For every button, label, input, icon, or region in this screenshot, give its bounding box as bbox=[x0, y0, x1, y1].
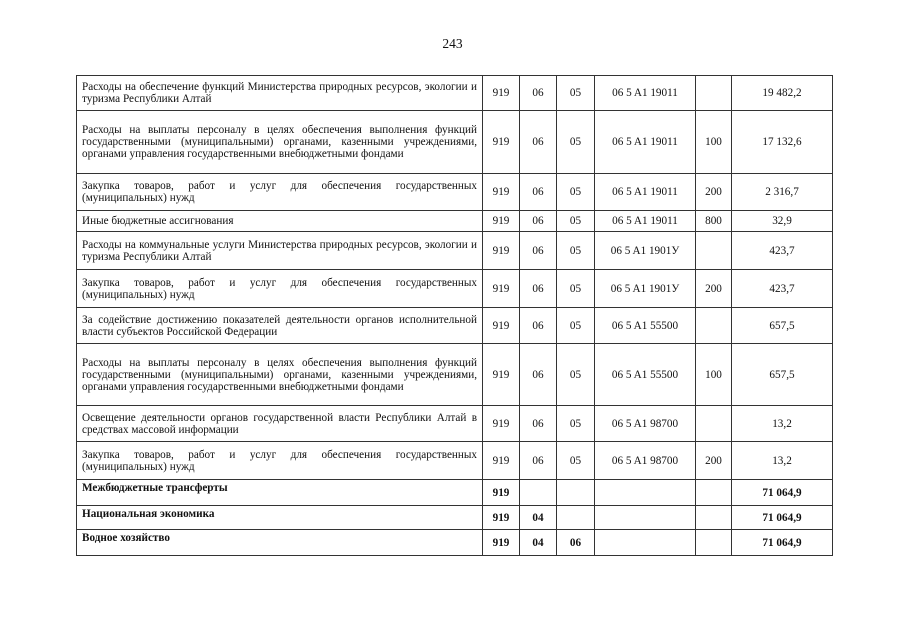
target-article-cell: 06 5 A1 98700 bbox=[595, 406, 696, 442]
section-code-cell: 06 bbox=[520, 308, 557, 344]
admin-code-cell: 919 bbox=[483, 530, 520, 556]
target-article-cell: 06 5 A1 1901У bbox=[595, 270, 696, 308]
section-code-cell: 06 bbox=[520, 232, 557, 270]
section-code-cell: 06 bbox=[520, 174, 557, 211]
table-row bbox=[77, 232, 833, 270]
expense-type-cell: 200 bbox=[696, 442, 732, 480]
admin-code-cell: 919 bbox=[483, 111, 520, 174]
amount-cell: 17 132,6 bbox=[732, 111, 833, 174]
target-article-cell: 06 5 A1 19011 bbox=[595, 211, 696, 232]
admin-code-cell: 919 bbox=[483, 308, 520, 344]
table-row bbox=[77, 530, 833, 556]
section-code-cell bbox=[520, 480, 557, 506]
amount-cell: 71 064,9 bbox=[732, 530, 833, 556]
expense-type-cell: 200 bbox=[696, 270, 732, 308]
expense-type-cell bbox=[696, 308, 732, 344]
expenditure-name-cell: Иные бюджетные ассигнования bbox=[77, 211, 483, 232]
admin-code-cell: 919 bbox=[483, 76, 520, 111]
table-row bbox=[77, 211, 833, 232]
admin-code-cell: 919 bbox=[483, 174, 520, 211]
expenditure-name-cell: Водное хозяйство bbox=[77, 530, 483, 556]
table-row bbox=[77, 308, 833, 344]
section-code-cell: 06 bbox=[520, 344, 557, 406]
expenditure-name-cell: Национальная экономика bbox=[77, 506, 483, 530]
section-code-cell: 04 bbox=[520, 530, 557, 556]
expenditure-name-cell: Закупка товаров, работ и услуг для обеспечения государственных (муниципальных) нужд bbox=[77, 270, 483, 308]
subsection-code-cell: 05 bbox=[557, 270, 595, 308]
amount-cell: 657,5 bbox=[732, 308, 833, 344]
subsection-code-cell: 05 bbox=[557, 111, 595, 174]
amount-cell: 657,5 bbox=[732, 344, 833, 406]
target-article-cell: 06 5 A1 19011 bbox=[595, 174, 696, 211]
table-row bbox=[77, 406, 833, 442]
section-code-cell: 06 bbox=[520, 111, 557, 174]
amount-cell: 32,9 bbox=[732, 211, 833, 232]
amount-cell: 19 482,2 bbox=[732, 76, 833, 111]
subsection-code-cell: 05 bbox=[557, 174, 595, 211]
subsection-code-cell: 05 bbox=[557, 211, 595, 232]
expenditure-name-cell: За содействие достижению показателей деятельности органов исполнительной власти субъектов Российской Федерации bbox=[77, 308, 483, 344]
section-code-cell: 06 bbox=[520, 76, 557, 111]
table-row bbox=[77, 442, 833, 480]
expenditure-name-cell: Закупка товаров, работ и услуг для обеспечения государственных (муниципальных) нужд bbox=[77, 442, 483, 480]
budget-table-body bbox=[77, 76, 833, 556]
amount-cell: 423,7 bbox=[732, 232, 833, 270]
expenditure-name-cell: Расходы на выплаты персоналу в целях обеспечения выполнения функций государственными (муниципальными) органами, казенными учреждениями, органами управления государственными внебюджетными фондами bbox=[77, 111, 483, 174]
subsection-code-cell bbox=[557, 506, 595, 530]
expense-type-cell: 100 bbox=[696, 344, 732, 406]
expense-type-cell: 100 bbox=[696, 111, 732, 174]
expense-type-cell: 800 bbox=[696, 211, 732, 232]
budget-table bbox=[76, 75, 833, 556]
subsection-code-cell: 05 bbox=[557, 344, 595, 406]
expenditure-name-cell: Расходы на выплаты персоналу в целях обеспечения выполнения функций государственными (муниципальными) органами, казенными учреждениями, органами управления государственными внебюджетными фондами bbox=[77, 344, 483, 406]
table-row bbox=[77, 76, 833, 111]
table-row bbox=[77, 270, 833, 308]
amount-cell: 2 316,7 bbox=[732, 174, 833, 211]
admin-code-cell: 919 bbox=[483, 211, 520, 232]
expenditure-name-cell: Расходы на обеспечение функций Министерства природных ресурсов, экологии и туризма Республики Алтай bbox=[77, 76, 483, 111]
admin-code-cell: 919 bbox=[483, 442, 520, 480]
amount-cell: 71 064,9 bbox=[732, 506, 833, 530]
subsection-code-cell: 05 bbox=[557, 442, 595, 480]
admin-code-cell: 919 bbox=[483, 480, 520, 506]
admin-code-cell: 919 bbox=[483, 406, 520, 442]
table-row bbox=[77, 344, 833, 406]
table-row bbox=[77, 174, 833, 211]
target-article-cell bbox=[595, 506, 696, 530]
expense-type-cell bbox=[696, 232, 732, 270]
subsection-code-cell: 05 bbox=[557, 76, 595, 111]
expense-type-cell bbox=[696, 530, 732, 556]
expenditure-name-cell: Освещение деятельности органов государственной власти Республики Алтай в средствах массовой информации bbox=[77, 406, 483, 442]
subsection-code-cell: 05 bbox=[557, 232, 595, 270]
amount-cell: 13,2 bbox=[732, 442, 833, 480]
target-article-cell: 06 5 A1 19011 bbox=[595, 111, 696, 174]
amount-cell: 71 064,9 bbox=[732, 480, 833, 506]
target-article-cell: 06 5 A1 55500 bbox=[595, 344, 696, 406]
subsection-code-cell: 06 bbox=[557, 530, 595, 556]
expense-type-cell bbox=[696, 76, 732, 111]
table-row bbox=[77, 506, 833, 530]
target-article-cell bbox=[595, 530, 696, 556]
section-code-cell: 06 bbox=[520, 211, 557, 232]
amount-cell: 423,7 bbox=[732, 270, 833, 308]
subsection-code-cell: 05 bbox=[557, 308, 595, 344]
section-code-cell: 06 bbox=[520, 270, 557, 308]
admin-code-cell: 919 bbox=[483, 232, 520, 270]
expense-type-cell: 200 bbox=[696, 174, 732, 211]
section-code-cell: 04 bbox=[520, 506, 557, 530]
expenditure-name-cell: Расходы на коммунальные услуги Министерства природных ресурсов, экологии и туризма Республики Алтай bbox=[77, 232, 483, 270]
subsection-code-cell: 05 bbox=[557, 406, 595, 442]
target-article-cell: 06 5 A1 98700 bbox=[595, 442, 696, 480]
section-code-cell: 06 bbox=[520, 406, 557, 442]
subsection-code-cell bbox=[557, 480, 595, 506]
section-code-cell: 06 bbox=[520, 442, 557, 480]
target-article-cell: 06 5 A1 1901У bbox=[595, 232, 696, 270]
table-row bbox=[77, 111, 833, 174]
target-article-cell: 06 5 A1 19011 bbox=[595, 76, 696, 111]
expenditure-name-cell: Закупка товаров, работ и услуг для обеспечения государственных (муниципальных) нужд bbox=[77, 174, 483, 211]
expense-type-cell bbox=[696, 406, 732, 442]
page-number: 243 bbox=[442, 36, 463, 51]
expense-type-cell bbox=[696, 480, 732, 506]
expense-type-cell bbox=[696, 506, 732, 530]
admin-code-cell: 919 bbox=[483, 344, 520, 406]
target-article-cell: 06 5 A1 55500 bbox=[595, 308, 696, 344]
amount-cell: 13,2 bbox=[732, 406, 833, 442]
admin-code-cell: 919 bbox=[483, 270, 520, 308]
admin-code-cell: 919 bbox=[483, 506, 520, 530]
expenditure-name-cell: Межбюджетные трансферты bbox=[77, 480, 483, 506]
table-row bbox=[77, 480, 833, 506]
target-article-cell bbox=[595, 480, 696, 506]
